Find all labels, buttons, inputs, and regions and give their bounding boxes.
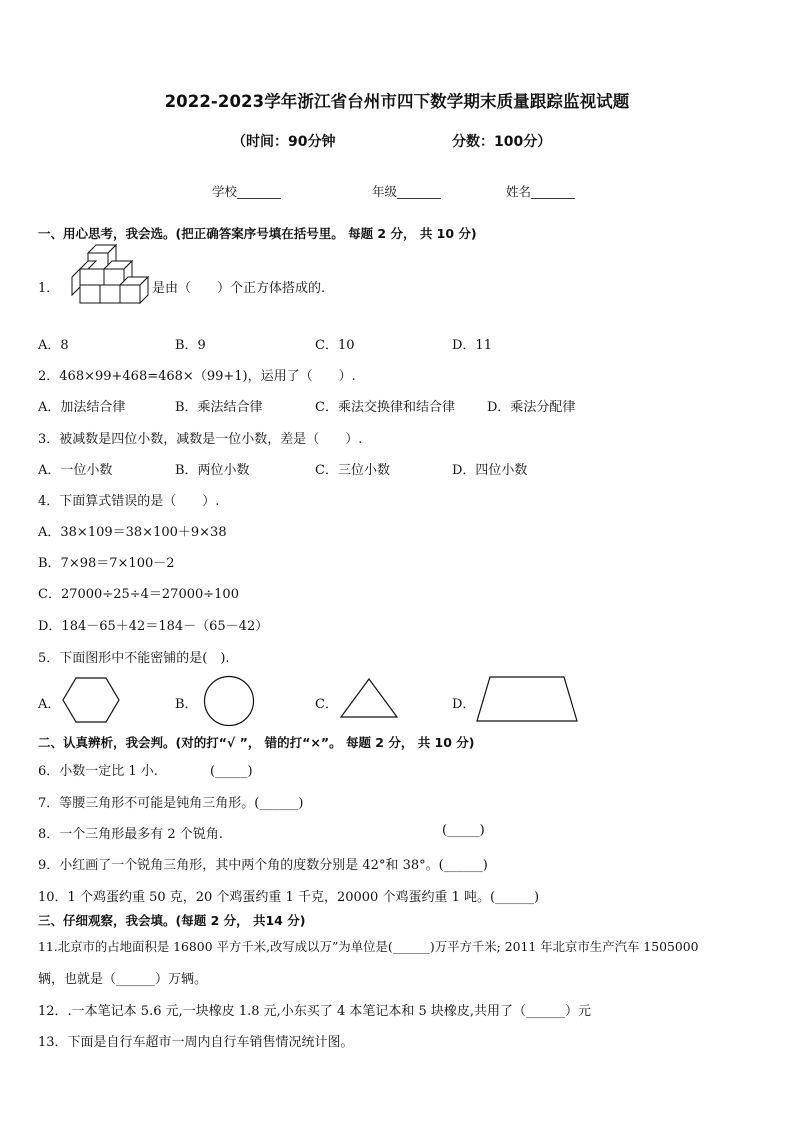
q1-option-c: C．10 <box>315 338 355 353</box>
page-title: 2022-2023学年浙江省台州市四下数学期末质量跟踪监视试题 <box>164 92 630 111</box>
q7-text: 7．等腰三角形不可能是钝角三角形。(______) <box>38 796 304 811</box>
q10-text: 10．1 个鸡蛋约重 50 克，20 个鸡蛋约重 1 千克，20000 个鸡蛋约重 1 吨。(______) <box>38 890 540 905</box>
q13-text: 13．下面是自行车超市一周内自行车销售情况统计图。 <box>38 1035 354 1050</box>
trapezoid-shape <box>476 676 578 722</box>
q4-option-b: B．7×98＝7×100－2 <box>38 556 175 571</box>
section-2-heading: 二、认真辨析，我会判。(对的打“√ ”， 错的打“×”。 每题 2 分， 共 10 分) <box>38 735 475 750</box>
q2-option-a: A．加法结合律 <box>38 400 126 415</box>
q1-text: 是由（ ）个正方体搭成的. <box>152 281 326 296</box>
exam-time: （时间：90分钟 <box>232 134 336 150</box>
q11-text-line1: 11.北京市的占地面积是 16800 平方千米,改写成以万”为单位是(______)万平方千米; 2011 年北京市生产汽车 1505000 <box>38 939 699 954</box>
school-field: 学校_______ <box>212 184 281 199</box>
q1-option-b: B．9 <box>175 338 206 353</box>
q4-option-d: D．184－65＋42＝184－（65－42） <box>38 619 269 634</box>
q3-option-a: A．一位小数 <box>38 463 113 478</box>
q1-number: 1． <box>38 281 60 296</box>
hexagon-shape <box>62 677 120 723</box>
q12-text: 12．.一本笔记本 5.6 元,一块橡皮 1.8 元,小东买了 4 本笔记本和 5 块橡皮,共用了（______）元 <box>38 1004 592 1019</box>
q5-option-a: A． <box>38 697 61 712</box>
q3-option-b: B．两位小数 <box>175 463 250 478</box>
q5-option-c: C． <box>315 697 338 712</box>
q1-option-a: A．8 <box>38 338 69 353</box>
q4-option-c: C．27000÷25÷4＝27000÷100 <box>38 587 239 602</box>
exam-score: 分数：100分） <box>452 134 552 150</box>
q9-text: 9．小红画了一个锐角三角形，其中两个角的度数分别是 42°和 38°。(______) <box>38 858 488 873</box>
section-3-heading: 三、仔细观察，我会填。(每题 2 分， 共14 分) <box>38 913 306 928</box>
cube-stack-figure <box>60 244 155 319</box>
q2-option-b: B．乘法结合律 <box>175 400 263 415</box>
q6-text: 6．小数一定比 1 小. (_____) <box>38 764 253 779</box>
section-1-heading: 一、用心思考，我会选。(把正确答案序号填在括号里。 每题 2 分， 共 10 分) <box>38 226 477 241</box>
q4-text: 4．下面算式错误的是（ ）. <box>38 494 220 509</box>
q3-option-c: C．三位小数 <box>315 463 390 478</box>
q5-text: 5．下面图形中不能密铺的是( ). <box>38 651 230 666</box>
q8-text: 8．一个三角形最多有 2 个锐角. <box>38 827 223 842</box>
q11-text-line2: 辆，也就是（______）万辆。 <box>38 972 208 987</box>
circle-shape <box>203 675 255 727</box>
q2-text: 2．468×99+468=468×（99+1)，运用了（ ）. <box>38 369 356 384</box>
q5-option-d: D． <box>452 697 476 712</box>
q4-option-a: A．38×109＝38×100＋9×38 <box>38 525 227 540</box>
q3-text: 3．被减数是四位小数，减数是一位小数，差是（ ）. <box>38 432 363 447</box>
triangle-shape <box>340 678 398 718</box>
q5-option-b: B． <box>175 697 198 712</box>
q1-option-d: D．11 <box>452 338 492 353</box>
name-field: 姓名_______ <box>506 184 575 199</box>
q3-option-d: D．四位小数 <box>452 463 528 478</box>
grade-field: 年级_______ <box>372 184 441 199</box>
q2-option-d: D．乘法分配律 <box>487 400 576 415</box>
q2-option-c: C．乘法交换律和结合律 <box>315 400 455 415</box>
q8-blank: (_____) <box>442 823 485 838</box>
